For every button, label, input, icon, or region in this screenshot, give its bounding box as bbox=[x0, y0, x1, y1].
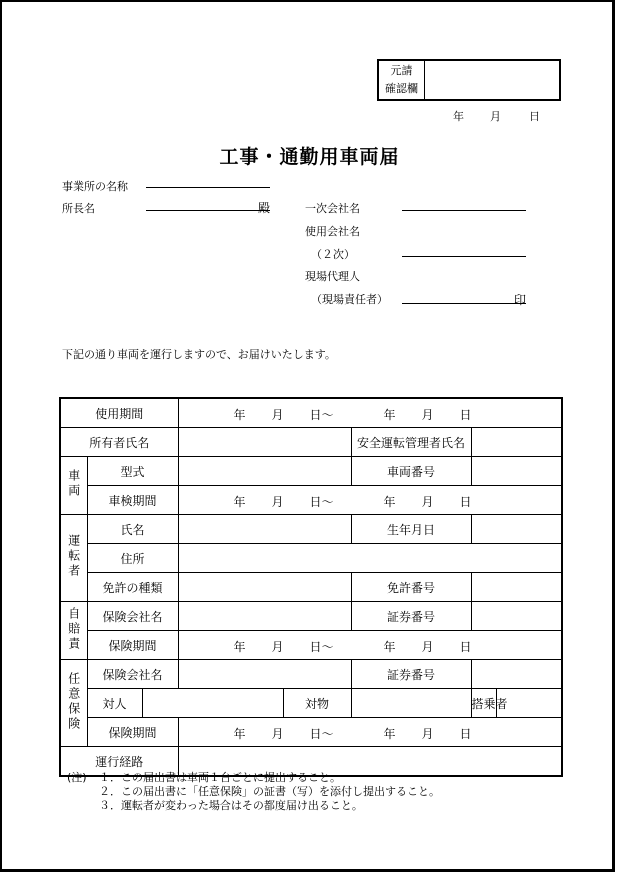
license-type-label: 免許の種類 bbox=[87, 573, 178, 602]
honorific: 殿 bbox=[258, 201, 271, 215]
note-item: ２． この届出書に「任意保険」の証書（写）を添付し提出すること。 bbox=[99, 785, 440, 798]
driver-name-value[interactable] bbox=[178, 515, 351, 544]
site-manager-line bbox=[402, 303, 526, 304]
table-row bbox=[60, 457, 562, 486]
director-line bbox=[146, 210, 270, 211]
confirm-day: 日 bbox=[529, 110, 540, 123]
property-value[interactable] bbox=[351, 689, 471, 718]
owner-label: 所有者氏名 bbox=[60, 428, 178, 457]
table-row bbox=[60, 398, 562, 428]
model-label: 型式 bbox=[87, 457, 178, 486]
table-row bbox=[60, 428, 562, 457]
site-manager-label: （現場責任者） bbox=[311, 293, 388, 306]
license-number-value[interactable] bbox=[471, 573, 562, 602]
compulsory-cert-value[interactable] bbox=[471, 602, 562, 631]
compulsory-cert-label: 証券番号 bbox=[351, 602, 471, 631]
primary-company-label: 一次会社名 bbox=[305, 202, 360, 215]
confirm-month: 月 bbox=[490, 110, 501, 123]
passenger-label: 搭乗者 bbox=[471, 689, 496, 718]
voluntary-company-label: 保険会社名 bbox=[87, 660, 178, 689]
vehicle-number-value[interactable] bbox=[471, 457, 562, 486]
voluntary-cert-value[interactable] bbox=[471, 660, 562, 689]
confirm-year: 年 bbox=[453, 110, 464, 123]
table-row bbox=[60, 689, 562, 718]
table-row bbox=[60, 660, 562, 689]
table-row bbox=[60, 718, 562, 747]
compulsory-company-label: 保険会社名 bbox=[87, 602, 178, 631]
table-row bbox=[60, 544, 562, 573]
license-type-value[interactable] bbox=[178, 573, 351, 602]
voluntary-period-value[interactable]: 年 月 日～ 年 月 日 bbox=[178, 718, 562, 747]
driver-name-label: 氏名 bbox=[87, 515, 178, 544]
page-title: 工事・通勤用車両届 bbox=[219, 146, 400, 168]
seal-mark: 印 bbox=[514, 293, 527, 307]
voluntary-cert-label: 証券番号 bbox=[351, 660, 471, 689]
property-label: 対物 bbox=[283, 689, 351, 718]
period-label: 使用期間 bbox=[60, 398, 178, 428]
compulsory-period-value[interactable]: 年 月 日～ 年 月 日 bbox=[178, 631, 562, 660]
address-value[interactable] bbox=[178, 544, 562, 573]
inspection-label: 車検期間 bbox=[87, 486, 178, 515]
table-row bbox=[60, 631, 562, 660]
secondary-label: （２次） bbox=[311, 248, 355, 261]
confirm-label: 元請 確認欄 bbox=[379, 61, 425, 99]
office-name-label: 事業所の名称 bbox=[62, 180, 128, 193]
birth-value[interactable] bbox=[471, 515, 562, 544]
address-label: 住所 bbox=[87, 544, 178, 573]
table-row bbox=[60, 515, 562, 544]
director-label: 所長名 bbox=[62, 202, 95, 215]
voluntary-company-value[interactable] bbox=[178, 660, 351, 689]
site-agent-label: 現場代理人 bbox=[305, 270, 360, 283]
safety-manager-label: 安全運転管理者氏名 bbox=[351, 428, 471, 457]
compulsory-company-value[interactable] bbox=[178, 602, 351, 631]
using-company-label: 使用会社名 bbox=[305, 225, 360, 238]
vehicle-form-table bbox=[59, 397, 563, 777]
safety-manager-value[interactable] bbox=[471, 428, 562, 457]
compulsory-period-label: 保険期間 bbox=[87, 631, 178, 660]
office-name-line bbox=[146, 187, 270, 188]
driver-group-label: 運転者 bbox=[60, 515, 87, 602]
vehicle-group-label: 車両 bbox=[60, 457, 87, 515]
intro-text: 下記の通り車両を運行しますので、お届けいたします。 bbox=[62, 348, 336, 361]
period-value[interactable]: 年 月 日～ 年 月 日 bbox=[178, 398, 562, 428]
license-number-label: 免許番号 bbox=[351, 573, 471, 602]
model-value[interactable] bbox=[178, 457, 351, 486]
birth-label: 生年月日 bbox=[351, 515, 471, 544]
inspection-value[interactable]: 年 月 日～ 年 月 日 bbox=[178, 486, 562, 515]
voluntary-group-label: 任意保険 bbox=[60, 660, 87, 747]
table-row bbox=[60, 602, 562, 631]
vehicle-number-label: 車両番号 bbox=[351, 457, 471, 486]
primary-company-line bbox=[402, 210, 526, 211]
person-label: 対人 bbox=[87, 689, 142, 718]
route-label: 運行経路 bbox=[60, 747, 178, 777]
note-item: (注) １． この届出書は車両１台ごとに提出すること。 bbox=[67, 771, 341, 784]
compulsory-group-label: 自賠責 bbox=[60, 602, 87, 660]
notes bbox=[67, 771, 440, 813]
note-item: ３． 運転者が変わった場合はその都度届け出ること。 bbox=[99, 799, 363, 812]
using-company-line bbox=[402, 256, 526, 257]
contractor-confirm-box bbox=[377, 59, 561, 101]
table-row bbox=[60, 486, 562, 515]
owner-value[interactable] bbox=[178, 428, 351, 457]
person-value[interactable] bbox=[142, 689, 283, 718]
voluntary-period-label: 保険期間 bbox=[87, 718, 178, 747]
table-row bbox=[60, 573, 562, 602]
